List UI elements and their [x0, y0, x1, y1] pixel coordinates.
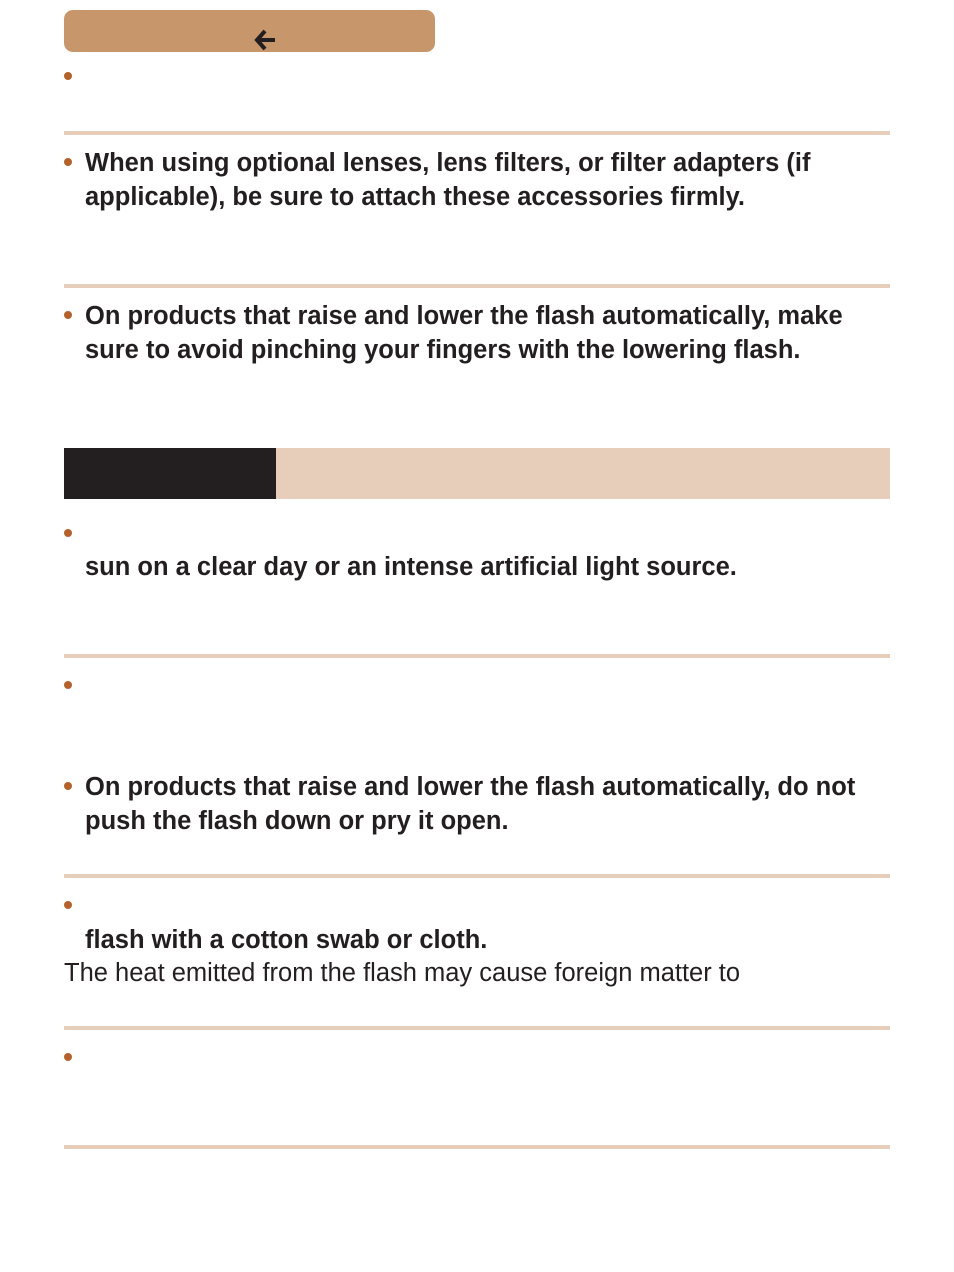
divider — [64, 284, 890, 288]
list-bullet — [64, 681, 72, 689]
divider — [64, 1145, 890, 1149]
divider — [64, 1026, 890, 1030]
list-bullet — [64, 72, 72, 80]
list-bullet — [64, 782, 72, 790]
divider — [64, 874, 890, 878]
list-item: sun on a clear day or an intense artificial light source. — [85, 553, 737, 581]
list-item: When using optional lenses, lens filters, or filter adapters (if applicable), be sure to attach these accessories firmly. — [85, 149, 811, 211]
section-header-tab — [64, 448, 276, 499]
list-bullet — [64, 901, 72, 909]
section-header — [64, 448, 890, 499]
list-item: On products that raise and lower the flash automatically, do not push the flash down or pry it open. — [85, 773, 856, 835]
divider — [64, 654, 890, 658]
list-bullet — [64, 529, 72, 537]
list-bullet — [64, 158, 72, 166]
divider — [64, 131, 890, 135]
list-item: flash with a cotton swab or cloth. — [85, 926, 488, 954]
list-bullet — [64, 1053, 72, 1061]
back-button[interactable] — [64, 10, 435, 52]
body-text: The heat emitted from the flash may cause foreign matter to — [64, 959, 741, 987]
arrow-left-icon — [254, 29, 276, 51]
list-item: On products that raise and lower the flash automatically, make sure to avoid pinching your fingers with the lowering flash. — [85, 302, 843, 364]
list-bullet — [64, 311, 72, 319]
